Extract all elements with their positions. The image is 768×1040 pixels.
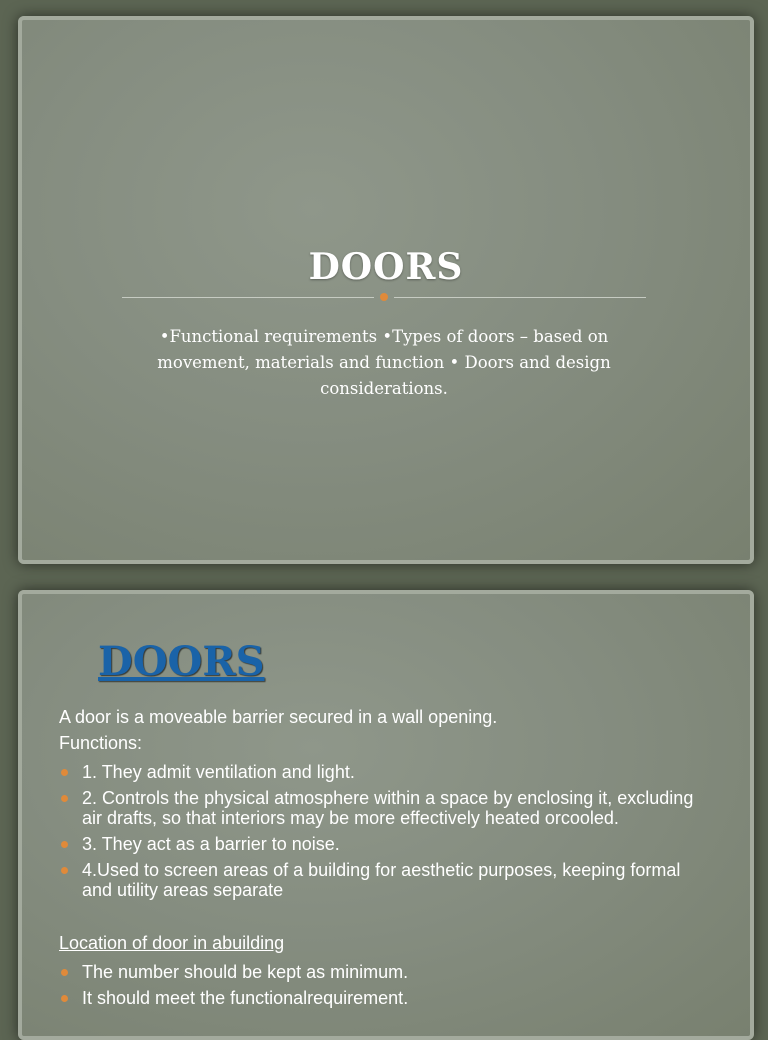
location-item: The number should be kept as minimum. [59, 962, 699, 982]
function-item: 2. Controls the physical atmosphere within a space by enclosing it, excluding air drafts, so that interiors may be more effectively heated orcooled. [59, 788, 699, 828]
content-slide [18, 590, 754, 1040]
functions-list [59, 762, 699, 900]
divider-line-left [122, 297, 374, 298]
function-item: 3. They act as a barrier to noise. [59, 834, 699, 854]
function-item: 1. They admit ventilation and light. [59, 762, 699, 782]
location-heading: Location of door in abuilding [59, 933, 285, 953]
location-item: It should meet the functionalrequirement. [59, 988, 699, 1008]
content-body [59, 704, 699, 1008]
title-divider [122, 297, 646, 299]
functions-label: Functions: [59, 733, 143, 753]
divider-line-right [394, 297, 646, 298]
slide-subtitle: •Functional requirements •Types of doors – based on movement, materials and function • Doors and design considerations. [157, 327, 611, 398]
title-slide [18, 16, 754, 564]
definition-text: A door is a moveable barrier secured in a wall opening. [59, 707, 498, 727]
function-item: 4.Used to screen areas of a building for aesthetic purposes, keeping formal and utility areas separate [59, 860, 699, 900]
location-list [59, 962, 699, 1008]
content-title: DOORS [98, 638, 265, 685]
slide-title: DOORS [308, 246, 464, 288]
divider-dot [380, 293, 388, 301]
